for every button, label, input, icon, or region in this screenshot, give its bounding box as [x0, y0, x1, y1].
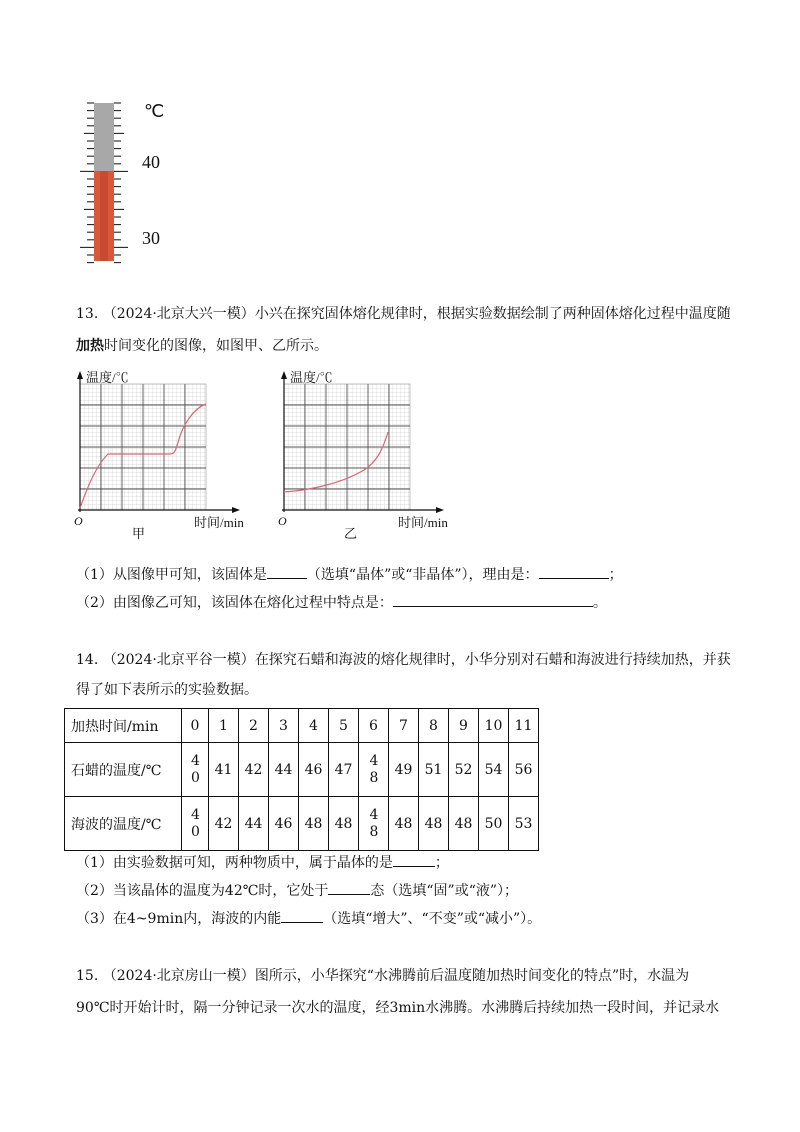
- q14-text-1: 在探究石蜡和海波的熔化规律时，小华分别对石蜡和海波进行持续加热，并获: [254, 652, 731, 668]
- q13-sub2-text-b: 。: [592, 595, 607, 611]
- table-cell: 48: [359, 797, 389, 851]
- q15-source: （2024·北京房山一模）: [102, 968, 255, 984]
- table-cell: 42: [209, 797, 239, 851]
- graph-jia: [60, 368, 280, 548]
- thermometer-figure: [60, 95, 180, 265]
- graph-jia-caption: 甲: [132, 526, 146, 541]
- q14-data-table: [64, 708, 539, 851]
- q14-sub1-text-b: ；: [434, 855, 449, 871]
- graph-yi-caption: 乙: [344, 526, 358, 541]
- table-cell: 40: [182, 797, 209, 851]
- table-cell: 48: [389, 797, 419, 851]
- q14-line2: 得了如下表所示的实验数据。: [76, 682, 258, 698]
- table-cell: 51: [419, 743, 449, 797]
- thermometer-label-40: 40: [142, 152, 160, 172]
- table-time-cell: 6: [359, 709, 389, 743]
- table-row-label: 石蜡的温度/℃: [65, 743, 182, 797]
- thermometer-unit: ℃: [144, 101, 165, 121]
- q15-line1: [76, 966, 689, 986]
- q13-sub2: [76, 592, 607, 613]
- table-cell: 53: [509, 797, 539, 851]
- table-time-cell: 3: [269, 709, 299, 743]
- q13-sub1-text-b: （选填“晶体”或“非晶体”），理由是：: [306, 567, 539, 583]
- table-cell: 44: [239, 797, 269, 851]
- q13-sub2-text-a: （2）由图像乙可知，该固体在熔化过程中特点是：: [76, 595, 393, 611]
- table-header-label: 加热时间/min: [65, 709, 182, 743]
- q14-sub2-blank[interactable]: [328, 880, 370, 895]
- table-cell: 49: [389, 743, 419, 797]
- table-cell: 52: [449, 743, 479, 797]
- table-cell: 48: [449, 797, 479, 851]
- table-row-shila: [65, 743, 539, 797]
- table-time-cell: 10: [479, 709, 509, 743]
- q14-number: 14.: [76, 652, 99, 668]
- table-cell: 54: [479, 743, 509, 797]
- table-cell: 48: [299, 797, 329, 851]
- table-cell: 48: [359, 743, 389, 797]
- q13-sub1-text-a: （1）从图像甲可知，该固体是: [76, 567, 267, 583]
- table-cell: 48: [329, 797, 359, 851]
- table-cell: 46: [299, 743, 329, 797]
- q14-sub1-text-a: （1）由实验数据可知，两种物质中，属于晶体的是: [76, 855, 393, 871]
- q14-sub3-blank[interactable]: [281, 908, 323, 923]
- q14-source: （2024·北京平谷一模）: [102, 652, 255, 668]
- table-time-cell: 11: [509, 709, 539, 743]
- q14-sub3: [76, 908, 541, 929]
- q13-sub1: [76, 564, 623, 585]
- table-cell: 44: [269, 743, 299, 797]
- graph-yi-xlabel: 时间/min: [398, 515, 448, 530]
- table-time-cell: 1: [209, 709, 239, 743]
- q13-sub1-blank-2[interactable]: [539, 564, 609, 579]
- table-cell: 48: [419, 797, 449, 851]
- graph-jia-xlabel: 时间/min: [194, 515, 244, 530]
- table-cell: 56: [509, 743, 539, 797]
- q13-sub1-blank-1[interactable]: [267, 564, 307, 579]
- q15-text-1: 图所示，小华探究“水沸腾前后温度随加热时间变化的特点”时，水温为: [254, 968, 690, 984]
- table-time-cell: 7: [389, 709, 419, 743]
- table-time-cell: 8: [419, 709, 449, 743]
- table-time-cell: 2: [239, 709, 269, 743]
- table-cell: 47: [329, 743, 359, 797]
- table-cell: 50: [479, 797, 509, 851]
- q13-number: 13.: [76, 306, 99, 322]
- q13-sub2-blank[interactable]: [393, 592, 593, 607]
- graph-yi-origin: O: [278, 514, 287, 528]
- q13-line2: [76, 336, 328, 356]
- q14-sub3-text-a: （3）在4~9min内，海波的内能: [76, 911, 282, 927]
- table-time-cell: 4: [299, 709, 329, 743]
- q14-sub2-text-a: （2）当该晶体的温度为42℃时，它处于: [76, 883, 329, 899]
- thermometer-label-30: 30: [142, 228, 160, 248]
- q13-sub1-text-c: ；: [608, 567, 623, 583]
- q13-source: （2024·北京大兴一模）: [102, 306, 255, 322]
- q15-number: 15.: [76, 968, 99, 984]
- table-time-cell: 0: [182, 709, 209, 743]
- thermometer-empty-column: [94, 103, 114, 171]
- table-cell: 41: [209, 743, 239, 797]
- q13-line1: [76, 304, 731, 324]
- table-row-label: 海波的温度/℃: [65, 797, 182, 851]
- graph-yi: [264, 368, 484, 548]
- q15-line2: 90℃时开始计时，隔一分钟记录一次水的温度，经3min水沸腾。水沸腾后持续加热一段时间，并记录水: [76, 1000, 720, 1016]
- q13-text-1: 小兴在探究固体熔化规律时，根据实验数据绘制了两种固体熔化过程中温度随: [254, 306, 731, 322]
- q14-sub1: [76, 852, 449, 873]
- table-cell: 46: [269, 797, 299, 851]
- table-cell: 42: [239, 743, 269, 797]
- q14-sub2: [76, 880, 518, 901]
- q14-sub2-text-b: 态（选填“固”或“液”）；: [370, 883, 519, 899]
- q13-bold-word: 加热: [76, 338, 104, 354]
- table-row-time: [65, 709, 539, 743]
- graph-jia-ylabel: 温度/℃: [86, 370, 129, 385]
- table-cell: 40: [182, 743, 209, 797]
- q14-sub1-blank[interactable]: [393, 852, 435, 867]
- table-time-cell: 5: [329, 709, 359, 743]
- q14-line1: [76, 650, 731, 670]
- table-row-haibo: [65, 797, 539, 851]
- graph-yi-ylabel: 温度/℃: [290, 370, 333, 385]
- q14-sub3-text-b: （选填“增大”、“不变”或“减小”）。: [323, 911, 542, 927]
- table-time-cell: 9: [449, 709, 479, 743]
- graph-jia-origin: O: [74, 514, 83, 528]
- q13-text-2: 时间变化的图像，如图甲、乙所示。: [104, 338, 328, 354]
